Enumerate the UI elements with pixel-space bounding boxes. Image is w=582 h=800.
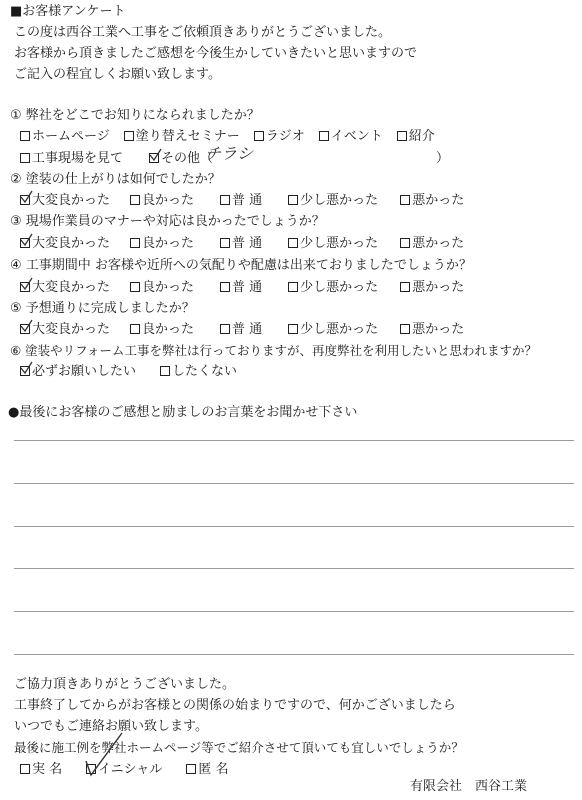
- q1-option-seminar[interactable]: 塗り替えセミナー: [124, 128, 240, 145]
- publish-option-initials[interactable]: イニシャル: [86, 761, 162, 778]
- checkbox-checked[interactable]: [20, 195, 30, 205]
- q5-option-normal[interactable]: 普 通: [220, 321, 262, 338]
- comment-line[interactable]: [14, 568, 574, 569]
- checkbox[interactable]: [288, 195, 298, 205]
- checkbox[interactable]: [220, 282, 230, 292]
- checkbox[interactable]: [130, 324, 140, 334]
- checkbox[interactable]: [220, 195, 230, 205]
- checkbox[interactable]: [400, 195, 410, 205]
- q1-close-paren: ）: [436, 151, 450, 166]
- q3-option-normal[interactable]: 普 通: [220, 235, 262, 252]
- q1-option-other[interactable]: その他（: [149, 150, 213, 167]
- q5-option-good[interactable]: 良かった: [130, 321, 194, 338]
- q1-option-radio[interactable]: ラジオ: [254, 128, 305, 145]
- checkbox[interactable]: [160, 366, 170, 376]
- checkbox[interactable]: [400, 324, 410, 334]
- q6-options: [20, 363, 251, 380]
- comment-line[interactable]: [14, 483, 574, 484]
- q4-option-good[interactable]: 良かった: [130, 279, 194, 296]
- checkbox-checked[interactable]: [86, 764, 96, 774]
- q6-option-no[interactable]: したくない: [160, 363, 237, 380]
- checkbox-checked[interactable]: [20, 238, 30, 248]
- q4-option-normal[interactable]: 普 通: [220, 279, 262, 296]
- q2-options: [20, 192, 478, 209]
- checkbox[interactable]: [400, 282, 410, 292]
- q4-option-bad[interactable]: 悪かった: [400, 279, 464, 296]
- checkbox[interactable]: [220, 324, 230, 334]
- survey-title: ■お客様アンケート: [10, 4, 126, 19]
- question-2: ② 塗装の仕上がりは如何でしたか？: [10, 172, 221, 187]
- q5-option-very-good[interactable]: 大変良かった: [20, 321, 110, 338]
- checkbox[interactable]: [254, 131, 264, 141]
- intro-line-3: ご記入の程宜しくお願い致します。: [14, 67, 221, 82]
- checkbox[interactable]: [130, 282, 140, 292]
- comment-line[interactable]: [14, 654, 574, 655]
- checkbox-checked[interactable]: [20, 282, 30, 292]
- q1-option-homepage[interactable]: ホームページ: [20, 128, 110, 145]
- q2-option-slightly-bad[interactable]: 少し悪かった: [288, 192, 378, 209]
- checkbox-checked[interactable]: [20, 324, 30, 334]
- checkbox[interactable]: [397, 131, 407, 141]
- q3-option-good[interactable]: 良かった: [130, 235, 194, 252]
- comments-heading: ●最後にお客様のご感想と励ましのお言葉をお聞かせ下さい: [8, 405, 358, 420]
- checkbox[interactable]: [288, 238, 298, 248]
- checkbox[interactable]: [288, 282, 298, 292]
- checkbox[interactable]: [130, 195, 140, 205]
- checkbox[interactable]: [220, 238, 230, 248]
- checkbox[interactable]: [319, 131, 329, 141]
- q5-options: [20, 321, 478, 338]
- q6-option-yes[interactable]: 必ずお願いしたい: [20, 363, 136, 380]
- q3-options: [20, 235, 478, 252]
- publish-option-real-name[interactable]: 実 名: [20, 761, 62, 778]
- q3-option-very-good[interactable]: 大変良かった: [20, 235, 110, 252]
- q4-option-very-good[interactable]: 大変良かった: [20, 279, 110, 296]
- intro-line-2: お客様から頂きましたご感想を今後生かしていきたいと思いますので: [14, 46, 418, 61]
- q1-options-row2: [20, 150, 227, 167]
- q1-option-event[interactable]: イベント: [319, 128, 383, 145]
- question-3: ③ 現場作業員のマナーや対応は良かったでしょうか？: [10, 214, 325, 229]
- q1-option-site[interactable]: 工事現場を見て: [20, 150, 123, 167]
- checkbox[interactable]: [130, 238, 140, 248]
- checkbox[interactable]: [400, 238, 410, 248]
- q2-option-good[interactable]: 良かった: [130, 192, 194, 209]
- closing-line-2: 工事終了してからがお客様との関係の始まりですので、何かございましたら: [14, 698, 456, 713]
- q1-options-row1: [20, 128, 449, 145]
- q1-option-referral[interactable]: 紹介: [397, 128, 435, 145]
- intro-line-1: この度は西谷工業へ工事をご依頼頂きありがとうございました。: [14, 25, 392, 40]
- closing-line-3: いつでもご連絡お願い致します。: [14, 719, 208, 734]
- question-1: ① 弊社をどこでお知りになられましたか？: [10, 108, 260, 123]
- check-mark-icon: [84, 731, 124, 777]
- comment-line[interactable]: [14, 526, 574, 527]
- q5-option-slightly-bad[interactable]: 少し悪かった: [288, 321, 378, 338]
- checkbox[interactable]: [186, 764, 196, 774]
- closing-line-4: 最後に施工例を弊社ホームページ等でご紹介させて頂いても宜しいでしょうか？: [14, 740, 464, 755]
- comment-line[interactable]: [14, 440, 574, 441]
- comment-line[interactable]: [14, 611, 574, 612]
- checkbox[interactable]: [20, 764, 30, 774]
- checkbox-checked[interactable]: [149, 153, 159, 163]
- company-name: 有限会社 西谷工業: [410, 779, 528, 794]
- question-5: ⑤ 予想通りに完成しましたか？: [10, 301, 195, 316]
- q4-options: [20, 279, 478, 296]
- q3-option-bad[interactable]: 悪かった: [400, 235, 464, 252]
- q2-option-normal[interactable]: 普 通: [220, 192, 262, 209]
- publish-options: [20, 761, 243, 778]
- q5-option-bad[interactable]: 悪かった: [400, 321, 464, 338]
- q1-other-handwritten: チラシ: [205, 144, 254, 163]
- checkbox[interactable]: [20, 153, 30, 163]
- checkbox-checked[interactable]: [20, 366, 30, 376]
- question-4: ④ 工事期間中 お客様や近所への気配りや配慮は出来ておりましたでしょうか？: [10, 258, 472, 273]
- q3-option-slightly-bad[interactable]: 少し悪かった: [288, 235, 378, 252]
- publish-option-anonymous[interactable]: 匿 名: [186, 761, 228, 778]
- checkbox[interactable]: [288, 324, 298, 334]
- q2-option-very-good[interactable]: 大変良かった: [20, 192, 110, 209]
- q2-option-bad[interactable]: 悪かった: [400, 192, 464, 209]
- checkbox[interactable]: [124, 131, 134, 141]
- checkbox[interactable]: [20, 131, 30, 141]
- q4-option-slightly-bad[interactable]: 少し悪かった: [288, 279, 378, 296]
- closing-line-1: ご協力頂きありがとうございました。: [14, 677, 236, 692]
- question-6: ⑥ 塗装やリフォーム工事を弊社は行っておりますが、再度弊社を利用したいと思われますか？: [10, 343, 538, 358]
